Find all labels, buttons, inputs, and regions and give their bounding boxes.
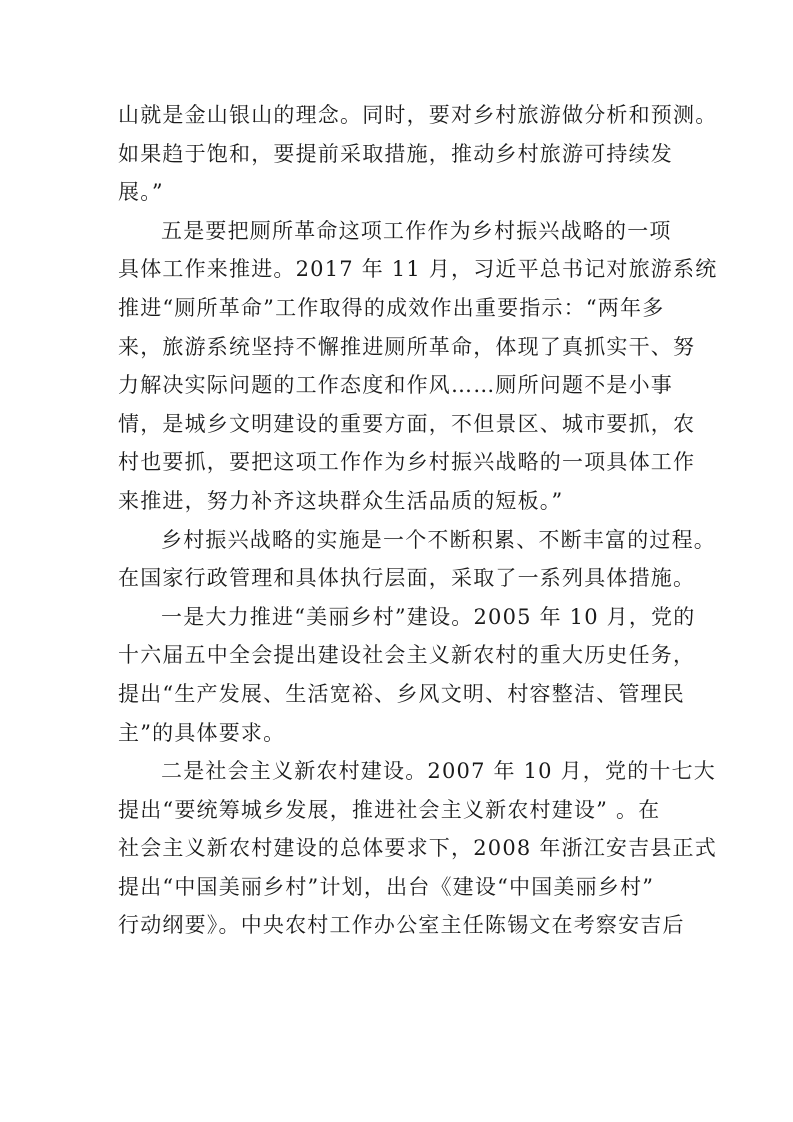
text-line: 推进“厕所革命”工作取得的成效作出重要指示：“两年多: [118, 295, 665, 320]
text-line: 提出“生产发展、生活宽裕、乡风文明、村容整洁、管理民: [118, 681, 685, 706]
text-line: 社会主义新农村建设的总体要求下，2008 年浙江安吉县正式: [118, 836, 717, 861]
text-line: 主”的具体要求。: [118, 720, 286, 745]
text-line: 山就是金山银山的理念。同时，要对乡村旅游做分析和预测。: [118, 103, 718, 127]
text-line: 二是社会主义新农村建设。2007 年 10 月，党的十七大: [161, 759, 716, 784]
text-line: 来，旅游系统坚持不懈推进厕所革命，体现了真抓实干、努: [118, 334, 696, 359]
text-line: 村也要抓，要把这项工作作为乡村振兴战略的一项具体工作: [118, 450, 696, 475]
text-line: 十六届五中全会提出建设社会主义新农村的重大历史任务，: [118, 643, 696, 668]
text-line: 乡村振兴战略的实施是一个不断积累、不断丰富的过程。: [161, 527, 716, 552]
text-line: 提出“中国美丽乡村”计划，出台《建设“中国美丽乡村”: [118, 874, 655, 899]
text-line: 提出“要统筹城乡发展，推进社会主义新农村建设” 。在: [118, 797, 661, 822]
text-line: 如果趋于饱和，要提前采取措施，推动乡村旅游可持续发: [118, 141, 673, 166]
text-line: 在国家行政管理和具体执行层面，采取了一系列具体措施。: [118, 566, 696, 591]
text-line: 行动纲要》。中央农村工作办公室主任陈锡文在考察安吉后: [118, 913, 685, 938]
text-line: 情，是城乡文明建设的重要方面，不但景区、城市要抓，农: [118, 411, 696, 436]
body-text: [118, 96, 718, 945]
text-line: 具体工作来推进。2017 年 11 月，习近平总书记对旅游系统: [118, 257, 718, 282]
text-line: 一是大力推进“美丽乡村”建设。2005 年 10 月，党的: [161, 604, 696, 629]
text-line: 来推进，努力补齐这块群众生活品质的短板。”: [118, 488, 564, 513]
text-line: 展。”: [118, 180, 164, 205]
text-line: 五是要把厕所革命这项工作作为乡村振兴战略的一项: [161, 218, 672, 243]
text-line: 力解决实际问题的工作态度和作风……厕所问题不是小事: [118, 373, 673, 398]
